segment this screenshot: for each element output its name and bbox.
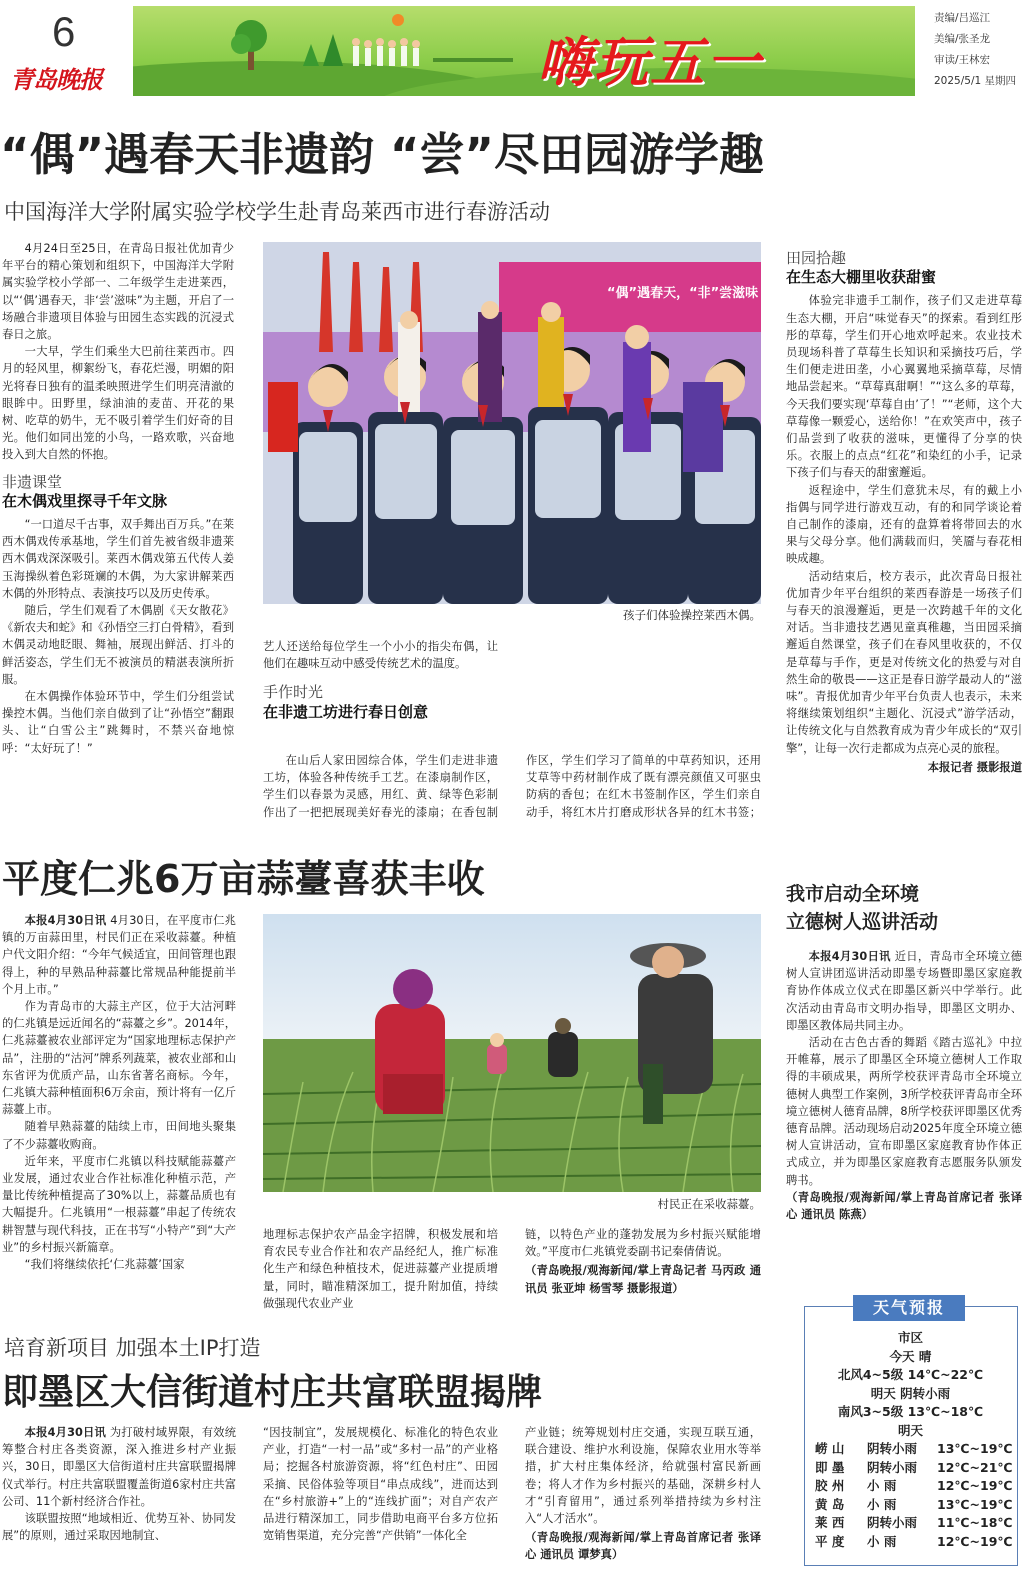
article3-p1	[786, 948, 1022, 1034]
editor-name: 责编/吕巡江	[934, 12, 991, 24]
district-name: 即 墨	[815, 1459, 845, 1475]
district-condition: 小 雨	[867, 1533, 897, 1549]
article3-lead: 本报4月30日讯	[808, 950, 891, 963]
district-condition: 阴转小雨	[867, 1515, 918, 1530]
article3-byline: （青岛晚报/观海新闻/掌上青岛首席记者 张译心 通讯员 陈燕）	[786, 1190, 1022, 1222]
district-name: 崂 山	[815, 1441, 845, 1456]
article1-intro-p2: 一大早，学生们乘坐大巴前往莱西市。四月的轻风里，柳絮纷飞，春花烂漫，明媚的阳光将春日独有的温柔映照进学生们明亮清澈的眼眸中。田野里，绿油油的麦苗、开花的果树、吃草的奶牛，无不吸引着学生们好奇的目光。他们如同出笼的小鸟，一路欢歌，兴奋地投入到大自然的怀抱。	[2, 345, 234, 462]
district-name: 莱 西	[815, 1515, 845, 1530]
article4-p1-text: 为打破村域界限，有效统筹整合村庄各类资源，深入推进乡村产业振兴，30日，即墨区大信街道村庄共富联盟揭牌仪式举行。村庄共富联盟覆盖街道6家村庄共富公司、11个新村经济合作社。	[2, 1426, 236, 1508]
weather-box	[804, 1298, 1018, 1566]
district-name: 胶 州	[815, 1478, 845, 1493]
masthead	[0, 0, 1024, 100]
weather-district-row	[815, 1477, 1016, 1496]
article4-column1	[2, 1424, 236, 1570]
article1-subtitle: 中国海洋大学附属实验学校学生赴青岛莱西市进行春游活动	[4, 200, 550, 224]
weather-district-row	[815, 1533, 1016, 1552]
banner	[133, 6, 915, 96]
section3-title: 在生态大棚里收获甜蜜	[786, 268, 937, 287]
article2-photo-caption: 村民正在采收蒜薹。	[657, 1197, 761, 1211]
district-temp: 13℃~19℃	[937, 1441, 1013, 1456]
article1-byline: 本报记者 摄影报道	[927, 760, 1022, 774]
article3-headline-line2: 立德树人巡讲活动	[786, 911, 939, 933]
section3-p2: 返程途中，学生们意犹未尽，有的戴上小指偶与同学进行游戏互动，有的和同学谈论着自己制作的漆扇，还有的盘算着将带回去的水果与父母分享。他们满载而归，笑靥与春花相映成趣。	[786, 483, 1022, 566]
district-condition: 小 雨	[867, 1478, 897, 1493]
district-temp: 11℃~18℃	[937, 1515, 1013, 1530]
section2-kicker: 手作时光	[263, 683, 324, 702]
article4-p2: 该联盟按照“地域相近、优势互补、协同发展”的原则，通过采取因地制宜、	[2, 1512, 236, 1543]
article4-col2-text: “因技制宜”，发展规模化、标准化的特色农业产业，打造“一村一品”或“多村一品”的产业格局；挖掘各村旅游资源，将“红色村庄”、田园采摘、民俗体验等项目“串点成线”，进而达到在“乡村旅游+”上的“连线扩面”；对自产农产品进行精深加工，同步借助电商平台多方位拓宽销售渠道，充分完善“产供销”一体化全	[263, 1426, 498, 1543]
section1-p1: “一口道尽千古事，双手舞出百万兵。”在莱西木偶戏传承基地，学生们首先被省级非遗莱西木偶戏深深吸引。莱西木偶戏第五代传人姜玉海操纵着色彩斑斓的木偶，为大家讲解莱西木偶的外形特点、表演技巧以及历史传承。	[2, 518, 234, 600]
article2-p1-text: 4月30日，在平度市仁兆镇的万亩蒜田里，村民们正在采收蒜薹。种植户代文阳介绍：“今年气候适宜，田间管理也跟得上，种的早熟品种蒜薹比常规品种能提前半个月上市。”	[2, 914, 236, 996]
district-name: 黄 岛	[815, 1496, 845, 1512]
weather-content	[805, 1329, 1016, 1551]
article4-kicker: 培育新项目 加强本土IP打造	[4, 1336, 261, 1360]
section3-p3: 活动结束后，校方表示，此次青岛日报社优加青少年平台组织的莱西春游是一场孩子们与春天的浪漫邂逅，更是一次跨越千年的文化对话。当非遗技艺遇见童真稚趣，当田园采摘邂逅自然课堂，孩子们在春风里收获的，不仅是草莓与手作，更是对传统文化的热爱与对自然生命的敬畏——这正是春日游学最动人的“滋味”。青报优加青少年平台负责人也表示，未来将继续策划组织“主题化、沉浸式”游学活动，让传统文化与自然教育成为青少年成长的“双引擎”，让每一次行走都成为点亮心灵的旅程。	[786, 569, 1022, 755]
garlic-field-photo-illustration	[263, 914, 761, 1192]
article1-photo	[263, 242, 761, 604]
article4-lead: 本报4月30日讯	[24, 1426, 107, 1439]
article4-headline: 即墨区大信街道村庄共富联盟揭牌	[2, 1372, 543, 1413]
article1-intro-p1: 4月24日至25日，在青岛日报社优加青少年平台的精心策划和组织下，中国海洋大学附属实验学校小学部一、二年级学生走进莱西，以“‘偶’遇春天，非‘尝’滋味”为主题，开启了一场融合非遗项目体验与田园生态实践的沉浸式春日之旅。	[2, 242, 234, 342]
weather-district-list	[805, 1440, 1016, 1551]
article3-p1-text: 近日，青岛市全环境立德树人宣讲团巡讲活动即墨专场暨即墨区家庭教育协作体成立仪式在即墨区新兴中学举行。此次活动由青岛市文明办指导，即墨区文明办、即墨区教体局共同主办。	[786, 950, 1022, 1032]
article2-col3-text: 链，以特色产业的蓬勃发展为乡村振兴赋能增效。”平度市仁兆镇党委副书记秦倩倩说。	[525, 1228, 761, 1259]
section1-title: 在木偶戏里探寻千年文脉	[2, 491, 168, 510]
article1-headline: “偶”遇春天非遗韵 “尝”尽田园游学趣	[0, 128, 764, 181]
article3-headline-line1: 我市启动全环境	[786, 883, 920, 905]
district-temp: 13℃~19℃	[937, 1496, 1013, 1512]
article2-lead: 本报4月30日讯	[24, 914, 107, 927]
banner-title: 嗨玩五一	[538, 30, 762, 94]
district-temp: 12℃~19℃	[937, 1533, 1013, 1549]
issue-date: 2025/5/1 星期四	[934, 75, 1016, 87]
article1-column1	[2, 240, 234, 830]
article4-column3	[525, 1424, 761, 1570]
district-temp: 12℃~19℃	[937, 1478, 1013, 1493]
photo-banner-text: “偶”遇春天，“非”尝滋味	[607, 286, 759, 301]
article2-p4: 近年来，平度市仁兆镇以科技赋能蒜薹产业发展，通过农业合作社标准化种植示范，产量比传统种植提高了30%以上，蒜薹品质也有大幅提升。仁兆镇用“一根蒜薹”串起了传统农耕智慧与现代科技，正在书写“小特产”到“大产业”的乡村振兴新篇章。	[2, 1154, 236, 1254]
weather-today-label: 今天	[889, 1348, 915, 1364]
article4-byline: （青岛晚报/观海新闻/掌上青岛首席记者 张译心 通讯员 谭梦真）	[525, 1531, 761, 1562]
weather-district-row	[815, 1514, 1016, 1533]
section3-kicker: 田园拾趣	[786, 250, 847, 267]
article2-p3: 随着早熟蒜薹的陆续上市，田间地头聚集了不少蒜薹收购商。	[2, 1120, 236, 1151]
article1-section2-body	[263, 752, 761, 830]
weather-title: 天气预报	[853, 1295, 965, 1321]
section1-p2: 随后，学生们观看了木偶剧《天女散花》《新农夫和蛇》和《孙悟空三打白骨精》，看到木偶灵动地眨眼、舞袖，展现出鲜活、打斗的鲜活姿态，学生们无不被演员的精湛表演所折服。	[2, 604, 234, 686]
article2-col2-text: 地理标志保护农产品金字招牌，积极发展和培育农民专业合作社和农产品经纪人，推广标准化生产和绿色种植技术，促进蒜薹产业提质增量，同时，瞄准精深加工，提升附加值，持续做强现代农业产业	[263, 1228, 498, 1310]
designer-name: 美编/张圣龙	[934, 33, 991, 45]
section1-p3: 在木偶操作体验环节中，学生们分组尝试操控木偶。当他们亲自做到了让“孙悟空”翻跟头、让“白雪公主”跳舞时，不禁兴奋地惊呼：“太好玩了！”	[2, 690, 234, 755]
article3-p2: 活动在古色古香的舞蹈《踏古巡礼》中拉开帷幕，展示了即墨区全环境立德树人工作取得的丰硕成果，两所学校获评青岛市全环境立德树人典型工作案例，3所学校获评青岛市全环境立德树人德育品牌，8所学校获评即墨区优秀德育品牌。活动现场启动2025年度全环境立德树人宣讲活动，宣布即墨区家庭教育协作体正式成立，并为即墨区家庭教育志愿服务队颁发聘书。	[786, 1036, 1022, 1187]
article3-body	[786, 948, 1022, 1264]
district-condition: 阴转小雨	[867, 1441, 918, 1456]
district-name: 平 度	[815, 1533, 845, 1549]
article2-photo	[263, 914, 761, 1192]
column2-para: 艺人还送给每位学生一个小小的指尖布偶，让他们在趣味互动中感受传统艺术的温度。	[263, 640, 498, 671]
weather-today-detail: 北风4~5级 14℃~22℃	[837, 1367, 984, 1382]
article2-p5: “我们将继续依托‘仁兆蒜薹’国家	[24, 1258, 185, 1272]
weather-today-condition: 晴	[918, 1348, 932, 1364]
article2-byline: （青岛晚报/观海新闻/掌上青岛记者 马丙政 通讯员 张亚坤 杨雪琴 摄影报道）	[525, 1264, 761, 1295]
article1-photo-caption: 孩子们体验操控莱西木偶。	[623, 608, 761, 622]
article4-p1	[2, 1424, 236, 1510]
page-number: 6	[52, 8, 76, 55]
district-condition: 阴转小雨	[867, 1459, 918, 1475]
weather-tomorrow	[805, 1385, 1016, 1404]
weather-district-row	[815, 1440, 1016, 1459]
paper-name: 青岛晚报	[10, 65, 102, 94]
weather-district-row	[815, 1496, 1016, 1515]
weather-tomorrow-condition: 阴转小雨	[900, 1385, 951, 1401]
weather-district-row	[815, 1459, 1016, 1478]
article4-column2	[263, 1424, 498, 1570]
district-temp: 12℃~21℃	[937, 1459, 1013, 1475]
weather-districts-label: 明天	[897, 1422, 923, 1438]
article2-p1	[2, 912, 236, 998]
weather-city-label: 市区	[897, 1330, 923, 1345]
weather-tomorrow-label: 明天	[870, 1385, 896, 1401]
article4-col3-text: 产业链；统筹规划村庄交通，实现互联互通，联合建设、维护水利设施，保障农业用水等举措，扩大村庄集体经济，给就强村富民新画卷；将人才作为乡村振兴的基础，深耕乡村人才“引育留用”，通过系列举措持续为乡村注入“人才活水”。	[525, 1426, 761, 1526]
banner-landscape-illustration	[133, 6, 915, 96]
article3-headline	[786, 880, 1022, 936]
article2-column2	[263, 1226, 498, 1312]
district-condition: 小 雨	[867, 1496, 897, 1512]
section2-title: 在非遗工坊进行春日创意	[263, 702, 429, 721]
article2-p2: 作为青岛市的大蒜主产区，位于大沽河畔的仁兆镇是远近闻名的“蒜薹之乡”。2014年，仁兆蒜薹被农业部评定为“国家地理标志保护产品”，注册的“沽河”牌系列蔬菜，被农业部和山东省评为优质产品，山东省著名商标。今年，仁兆镇大蒜种植面积6万余亩，预计将有一亿斤蒜薹上市。	[2, 1000, 236, 1117]
article1-column4	[786, 250, 1022, 830]
article2-headline: 平度仁兆6万亩蒜薹喜获丰收	[2, 857, 485, 901]
weather-today	[805, 1348, 1016, 1367]
article2-column3	[525, 1226, 761, 1312]
section1-kicker: 非遗课堂	[2, 472, 63, 491]
section2-p1: 在山后人家田园综合体，学生们走进非遗工坊，体验各种传统手工艺。在漆扇制作区，学生们以春景为灵感，用红、黄、绿等色彩制作出了一把把展现美好春光的漆扇；在香包制作区，学生们学习了简单的中草药知识，还用艾草等中药材制作成了既有漂亮颜值又可驱虫防病的香包；在红木书签制作区，学生们亲自动手，将红木片打磨成形状各异的红木书签；	[263, 754, 761, 819]
proofreader-name: 审读/王林宏	[934, 54, 991, 66]
article2-column1	[2, 912, 236, 1312]
section3-p1: 体验完非遗手工制作，孩子们又走进草莓生态大棚，开启“味觉春天”的探索。看到红彤彤的草莓，学生们开心地欢呼起来。农业技术员现场科普了草莓生长知识和采摘技巧后，学生们便走进田垄，小心翼翼地采摘草莓，尽情地品尝起来。“草莓真甜啊！”“这么多的草莓，今天我们要实现‘草莓自由’了！”“老师，这个大草莓像一颗爱心，送给你！”在欢笑声中，孩子们品尝到了收获的滋味，更懂得了分享的快乐。衣服上的点点“红花”和染红的小手，记录下孩子们与春天的甜蜜邂逅。	[786, 294, 1022, 480]
editor-credits	[934, 8, 1016, 92]
weather-tomorrow-detail: 南风3~5级 13℃~18℃	[837, 1404, 984, 1419]
